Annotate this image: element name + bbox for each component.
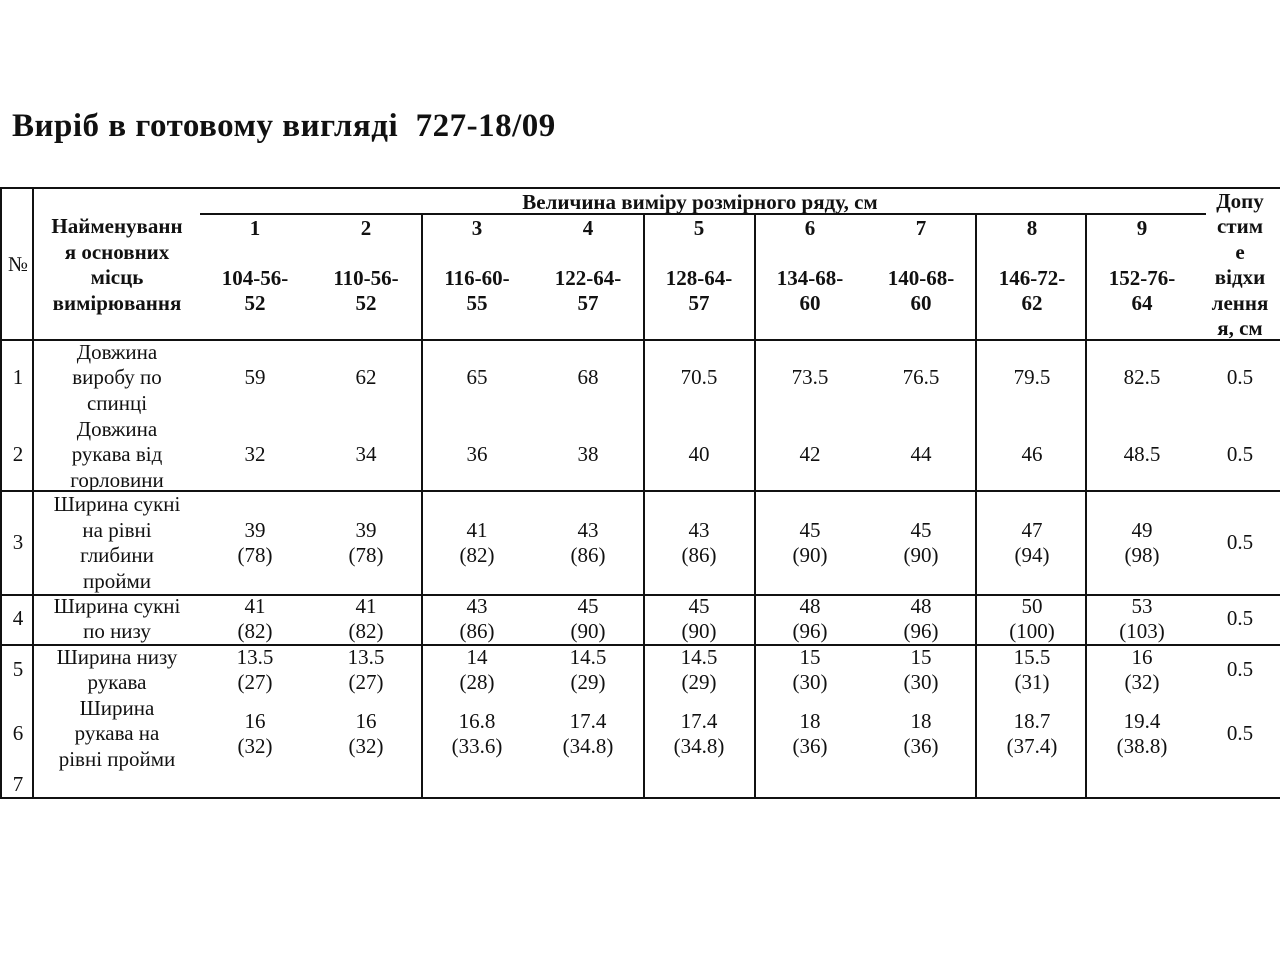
row-value-line: 50: [1021, 593, 1043, 618]
header-tolerance-line: стим: [1216, 214, 1264, 238]
row-name-line: Довжина: [76, 339, 158, 364]
row-name-line: Довжина: [76, 416, 158, 441]
row-value-line: 73.5: [791, 365, 829, 390]
size-number: 9: [1136, 216, 1148, 241]
size-dimensions-line: 134-68-: [776, 265, 844, 290]
size-number: 5: [693, 216, 705, 241]
row-tolerance: 0.5: [1226, 606, 1254, 631]
size-number: 6: [804, 216, 816, 241]
row-value-line: (90): [903, 543, 939, 567]
header-name-line: Найменуванн: [51, 214, 183, 238]
row-number: 5: [12, 657, 24, 682]
size-dimensions-line: 140-68-: [887, 265, 955, 290]
size-dimensions-line: 152-76-: [1108, 265, 1176, 290]
row-value-line: 65: [466, 365, 488, 390]
size-dimensions-line: 128-64-: [665, 265, 733, 290]
row-value-line: 16.8: [458, 708, 496, 733]
header-tolerance-line: лення: [1211, 290, 1269, 315]
row-value-line: 49: [1131, 517, 1153, 542]
size-dimensions-line: 57: [688, 291, 710, 315]
row-value-line: 32: [244, 442, 266, 467]
row-name-line: глибини: [80, 543, 154, 567]
header-name-line: місць: [90, 265, 144, 289]
row-name-line: Ширина сукні: [53, 492, 181, 516]
size-number: 3: [471, 216, 483, 241]
size-dimensions-line: 62: [1021, 291, 1043, 315]
row-value-line: 41: [466, 517, 488, 542]
row-value-line: 43: [688, 517, 710, 542]
row-value-line: 82.5: [1123, 365, 1161, 390]
row-value-line: (86): [570, 543, 606, 567]
row-value-line: 44: [910, 442, 932, 467]
row-value-line: (96): [792, 619, 828, 643]
row-value-line: 62: [355, 365, 377, 390]
size-number: 4: [582, 216, 594, 241]
row-name-line: по низу: [83, 619, 151, 643]
row-value-line: 43: [577, 517, 599, 542]
row-value-line: 15.5: [1013, 644, 1051, 669]
row-value-line: (36): [903, 734, 939, 758]
row-value-line: (30): [903, 670, 939, 694]
row-value-line: (30): [792, 670, 828, 694]
row-value-line: 53: [1131, 593, 1153, 618]
row-value-line: 38: [577, 442, 599, 467]
header-number: №: [7, 252, 29, 277]
row-name-line: рукава: [87, 670, 147, 694]
row-value-line: 76.5: [902, 365, 940, 390]
size-number: 8: [1026, 216, 1038, 241]
row-tolerance: 0.5: [1226, 365, 1254, 390]
row-value-line: (32): [1124, 670, 1160, 694]
row-value-line: (98): [1124, 543, 1160, 567]
row-value-line: (94): [1014, 543, 1050, 567]
row-value-line: 45: [799, 517, 821, 542]
row-value-line: 14: [466, 644, 488, 669]
row-value-line: (34.8): [673, 734, 725, 758]
row-value-line: 19.4: [1123, 708, 1161, 733]
size-dimensions-line: 122-64-: [554, 265, 622, 290]
row-value-line: 68: [577, 365, 599, 390]
row-name-line: спинці: [86, 390, 148, 415]
row-value-line: 41: [244, 593, 266, 618]
row-number: 4: [12, 606, 24, 631]
row-value-line: 34: [355, 442, 377, 467]
row-value-line: 79.5: [1013, 365, 1051, 390]
row-value-line: 18: [799, 708, 821, 733]
row-tolerance: 0.5: [1226, 442, 1254, 467]
row-value-line: 46: [1021, 442, 1043, 467]
row-value-line: (96): [903, 619, 939, 643]
row-value-line: 45: [910, 517, 932, 542]
row-value-line: (78): [348, 543, 384, 567]
size-number: 1: [249, 216, 261, 241]
row-value-line: (90): [570, 619, 606, 643]
row-name-line: горловини: [70, 467, 164, 492]
header-tolerance-line: е: [1235, 239, 1245, 264]
row-name-line: рівні пройми: [58, 746, 176, 771]
header-tolerance-line: я, см: [1217, 316, 1263, 340]
size-dimensions-line: 60: [799, 291, 821, 315]
row-value-line: (38.8): [1116, 734, 1168, 758]
row-name-line: Ширина: [79, 695, 155, 720]
row-value-line: 14.5: [569, 644, 607, 669]
row-name-line: рукава від: [71, 442, 163, 467]
row-value-line: 16: [355, 708, 377, 733]
row-tolerance: 0.5: [1226, 530, 1254, 555]
size-number: 2: [360, 216, 372, 241]
row-value-line: 14.5: [680, 644, 718, 669]
row-number: 2: [12, 442, 24, 467]
row-number: 3: [12, 530, 24, 555]
row-value-line: 17.4: [680, 708, 718, 733]
row-value-line: 40: [688, 442, 710, 467]
row-value-line: (32): [348, 734, 384, 758]
row-value-line: (103): [1119, 619, 1165, 643]
row-value-line: 48: [799, 593, 821, 618]
row-value-line: 70.5: [680, 365, 718, 390]
row-value-line: (82): [459, 543, 495, 567]
row-value-line: 41: [355, 593, 377, 618]
row-value-line: 48.5: [1123, 442, 1161, 467]
size-dimensions-line: 110-56-: [333, 265, 399, 290]
row-tolerance: 0.5: [1226, 721, 1254, 746]
row-value-line: (100): [1009, 619, 1055, 643]
row-value-line: 17.4: [569, 708, 607, 733]
row-name-line: рукава на: [74, 721, 160, 746]
size-dimensions-line: 64: [1131, 291, 1153, 315]
row-value-line: 36: [466, 442, 488, 467]
row-value-line: (31): [1014, 670, 1050, 694]
size-dimensions-line: 55: [466, 291, 488, 315]
header-tolerance-line: Допу: [1216, 188, 1264, 213]
row-value-line: (90): [681, 619, 717, 643]
row-value-line: (28): [459, 670, 495, 694]
row-value-line: 13.5: [347, 644, 385, 669]
row-name-line: виробу по: [72, 365, 162, 390]
row-number: 6: [12, 721, 24, 746]
row-value-line: 18: [910, 708, 932, 733]
row-value-line: 47: [1021, 517, 1043, 542]
row-value-line: (33.6): [451, 734, 503, 758]
row-value-line: 13.5: [236, 644, 274, 669]
document-title: Виріб в готовому вигляді 727-18/09: [12, 108, 556, 144]
row-value-line: (82): [237, 619, 273, 643]
size-dimensions-line: 57: [577, 291, 599, 315]
row-value-line: 15: [799, 644, 821, 669]
row-tolerance: 0.5: [1226, 657, 1254, 682]
size-dimensions-line: 104-56-: [221, 265, 289, 290]
row-name-line: Ширина сукні: [53, 593, 181, 618]
row-value-line: (37.4): [1006, 734, 1058, 758]
row-number: 7: [12, 772, 24, 797]
size-dimensions-line: 146-72-: [998, 265, 1066, 290]
header-name-line: вимірювання: [52, 290, 182, 315]
row-value-line: (36): [792, 734, 828, 758]
row-value-line: (34.8): [562, 734, 614, 758]
row-value-line: (29): [681, 670, 717, 694]
row-value-line: 59: [244, 365, 266, 390]
size-dimensions-line: 60: [910, 291, 932, 315]
size-dimensions-line: 52: [244, 291, 266, 315]
row-name-line: Ширина низу: [56, 644, 178, 669]
row-value-line: (78): [237, 543, 273, 567]
row-value-line: (82): [348, 619, 384, 643]
row-value-line: (27): [237, 670, 273, 694]
row-value-line: 39: [244, 517, 266, 542]
row-value-line: 15: [910, 644, 932, 669]
header-name-line: я основних: [64, 239, 170, 264]
row-value-line: (29): [570, 670, 606, 694]
size-dimensions-line: 116-60-: [444, 265, 510, 290]
size-number: 7: [915, 216, 927, 241]
row-value-line: 42: [799, 442, 821, 467]
size-dimensions: [1032, 266, 1252, 317]
row-value-line: 16: [1131, 644, 1153, 669]
row-value-line: (27): [348, 670, 384, 694]
row-number: 1: [12, 365, 24, 390]
row-value-line: (86): [459, 619, 495, 643]
row-value-line: 39: [355, 517, 377, 542]
header-group-title: Величина виміру розмірного ряду, см: [522, 190, 878, 215]
row-value-line: 43: [466, 593, 488, 618]
row-value-line: 18.7: [1013, 708, 1051, 733]
row-value-line: 45: [577, 593, 599, 618]
row-value-line: (90): [792, 543, 828, 567]
row-name-line: на рівні: [82, 517, 152, 542]
size-dimensions-line: 52: [355, 291, 377, 315]
header-tolerance-line: відхи: [1214, 265, 1266, 289]
row-value-line: (32): [237, 734, 273, 758]
row-value-line: 45: [688, 593, 710, 618]
row-value-line: (86): [681, 543, 717, 567]
row-value-line: 48: [910, 593, 932, 618]
row-name-line: пройми: [82, 568, 151, 593]
row-value-line: 16: [244, 708, 266, 733]
